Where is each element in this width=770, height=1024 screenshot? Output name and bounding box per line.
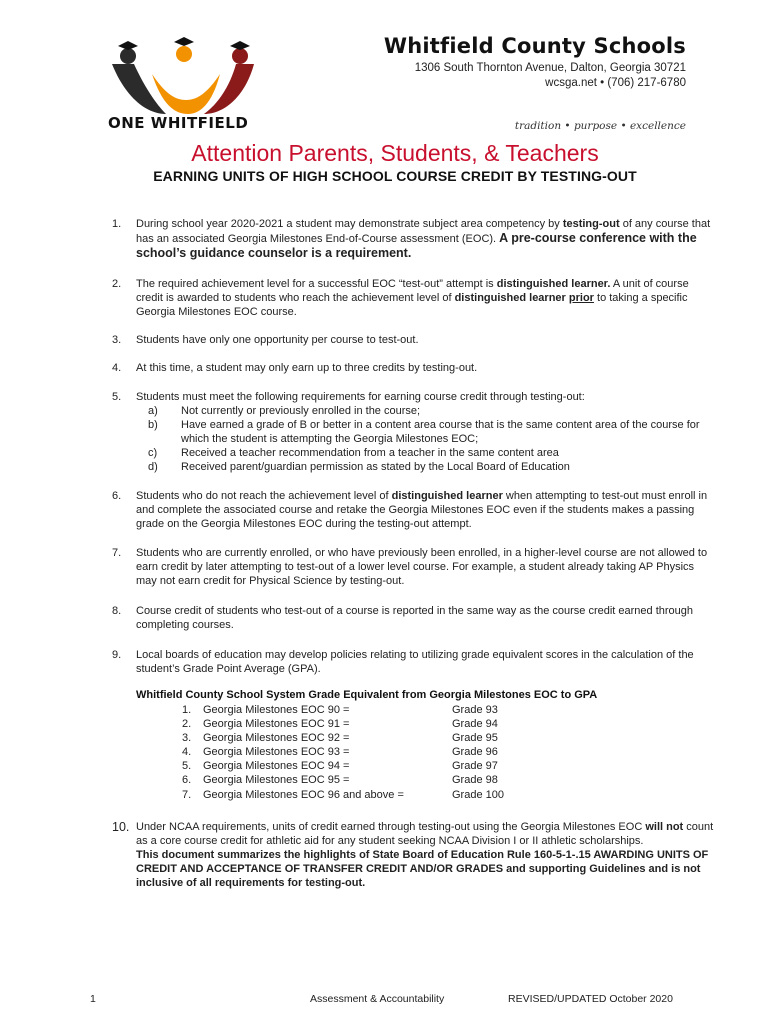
gpa-row: 6. Georgia Milestones EOC 95 = Grade 98 [182,774,498,786]
item-number: 9. [112,649,122,661]
item-number: 2. [112,278,122,290]
item-text: Under NCAA requirements, units of credit earned through testing-out using the Georgia Milestones EOC will not count as a core course credit for athletic aid for any student seeking NCAA Division I or II athletic scholarships. This document summarizes the highlights of State Board of Education Rule 160-5-1-.15 AWARDING UNITS OF CREDIT AND ACCEPTANCE OF TRANSFER CREDIT AND/OR GRADES and supporting Guidelines and is not inclusive of all requirements for testing-out. [136,821,714,889]
organization-address: 1306 South Thornton Avenue, Dalton, Georgia 30721 [414,62,686,74]
organization-web-phone: wcsga.net • (706) 217-6780 [545,77,686,89]
page-subtitle: EARNING UNITS OF HIGH SCHOOL COURSE CREDIT BY TESTING-OUT [153,168,637,184]
gpa-row: 1. Georgia Milestones EOC 90 = Grade 93 [182,704,498,716]
item-text: The required achievement level for a successful EOC “test-out” attempt is distinguished learner. A unit of course credit is awarded to students who reach the achievement level of distinguished learner prior to taking a specific Georgia Milestones EOC course. [136,278,689,318]
item-text: Students who are currently enrolled, or who have previously been enrolled, in a higher-level course are not allowed to earn credit by later attempting to test-out of a lower level course. For example, a student already taking AP Physics may not earn credit for Physical Science by testing-out. [136,547,708,587]
gpa-row: 2. Georgia Milestones EOC 91 = Grade 94 [182,718,498,730]
item-number: 7. [112,547,122,559]
organization-name: Whitfield County Schools [383,34,686,58]
item-number: 4. [112,362,122,374]
footer-department: Assessment & Accountability [310,993,445,1005]
item-text: Local boards of education may develop policies relating to utilizing grade equivalent scores in the calculation of the student’s Grade Point Average (GPA). [136,649,694,675]
gpa-row: 7. Georgia Milestones EOC 96 and above = Grade 100 [182,789,504,801]
item-text: Students have only one opportunity per course to test-out. [136,334,419,346]
organization-tagline: tradition • purpose • excellence [514,120,686,132]
gpa-row: 3. Georgia Milestones EOC 92 = Grade 95 [182,732,498,744]
item-number: 3. [112,334,122,346]
item-number: 5. [112,391,122,403]
gpa-row: 4. Georgia Milestones EOC 93 = Grade 96 [182,746,498,758]
item-number: 8. [112,605,122,617]
item-number: 10. [112,820,130,834]
gpa-row: 5. Georgia Milestones EOC 94 = Grade 97 [182,760,498,772]
gpa-table-title: Whitfield County School System Grade Equivalent from Georgia Milestones EOC to GPA [136,689,598,701]
page-number: 1 [90,993,96,1005]
document-page: ONE WHITFIELD Whitfield County Schools 1306 South Thornton Avenue, Dalton, Georgia 30721 wcsga.net • (706) 217-6780 tradition • purpose • excellence Attention Parents, Students, & Teachers EARNING UNITS OF HIGH SCHOOL COURSE CREDIT BY TESTING-OUT 1. During school year 2020-2021 a student may demonstrate subject area competency by testing-out of any course that has an associated Georgia Milestones End-of-Course assessment (EOC). A pre-course conference with the school’s guidance counselor is a requirement. 2. The required achievement level for a successful EOC “test-out” attempt is distinguished learner. A unit of course credit is awarded to students who reach the achievement level of distinguished learner prior to taking a specific Georgia Milestones EOC course. 3. Students have only one opportunity per course to test-out. 4. At this time, a student may only earn up to three credits by testing-out. 5. Students must meet the following requirements for earning course credit through testing-out: a) Not currently or previously enrolled in the course; b) Have earned a grade of B or better in a content area course that is the same content area of the course for which the student is attempting the Georgia Milestones EOC; c) Received a teacher recommendation from a teacher in the same content area d) Received parent/guardian permission as stated by the Local Board of Education 6. Students who do not reach the achievement level of distinguished learner when attempting to test-out must enroll in and complete the associated course and retake the Georgia Milestones EOC even if the students makes a passing grade on the Georgia Milestones EOC during the testing-out attempt. 7. Students who are currently enrolled, or who have previously been enrolled, in a higher-level course are not allowed to earn credit by later attempting to test-out of a lower level course. For example, a student already taking AP Physics may not earn credit for Physical Science by testing-out. 8. Course credit of students who test-out of a course is reported in the same way as the course credit earned through completing courses. 9. Local boards of education may develop policies relating to utilizing grade equivalent scores in the calculation of the student’s Grade Point Average (GPA). Whitfield County School System Grade Equivalent from Georgia Milestones EOC to GPA 1. Georgia Milestones EOC 90 = Grade 93 2. Georgia Milestones EOC 91 = Grade 94 3. Georgia Milestones EOC 92 = Grade 95 4. Georgia Milestones EOC 93 = Grade 96 5. Georgia Milestones EOC 94 = Grade 97 6. Georgia Milestones EOC 95 = Grade 98 7. Georgia Milestones EOC 96 and above = Grade 100 10. Under NCAA requirements, units of credit earned through testing-out using the Georgia Milestones EOC will not count as a core course credit for athletic aid for any student seeking NCAA Division I or II athletic scholarships. This document summarizes the highlights of State Board of Education Rule 160-5-1-.15 AWARDING UNITS OF CREDIT AND ACCEPTANCE OF TRANSFER CREDIT AND/OR GRADES and supporting Guidelines and is not inclusive of all requirements for testing-out. 1 Assessment & Accountability REVISED/UPDATED October 2020 [0,0,770,1024]
item-text: During school year 2020-2021 a student may demonstrate subject area competency by testing-out of any course that has an associated Georgia Milestones End-of-Course assessment (EOC). A pre-course conference with the school’s guidance counselor is a requirement. [136,218,711,260]
item-text: Students must meet the following requirements for earning course credit through testing-out: [136,391,585,403]
item-number: 6. [112,490,122,502]
item-text: Students who do not reach the achievement level of distinguished learner when attempting to test-out must enroll in and complete the associated course and retake the Georgia Milestones EOC even if the students makes a passing grade on the Georgia Milestones EOC during the testing-out attempt. [136,490,708,530]
item-number: 1. [112,218,122,230]
page-title: Attention Parents, Students, & Teachers [191,140,599,166]
footer-revised-date: REVISED/UPDATED October 2020 [508,993,673,1005]
item-text: At this time, a student may only earn up to three credits by testing-out. [136,362,478,374]
logo-wordmark: ONE WHITFIELD [108,114,249,132]
item-text: Course credit of students who test-out of a course is reported in the same way as the course credit earned through completing courses. [136,605,694,631]
